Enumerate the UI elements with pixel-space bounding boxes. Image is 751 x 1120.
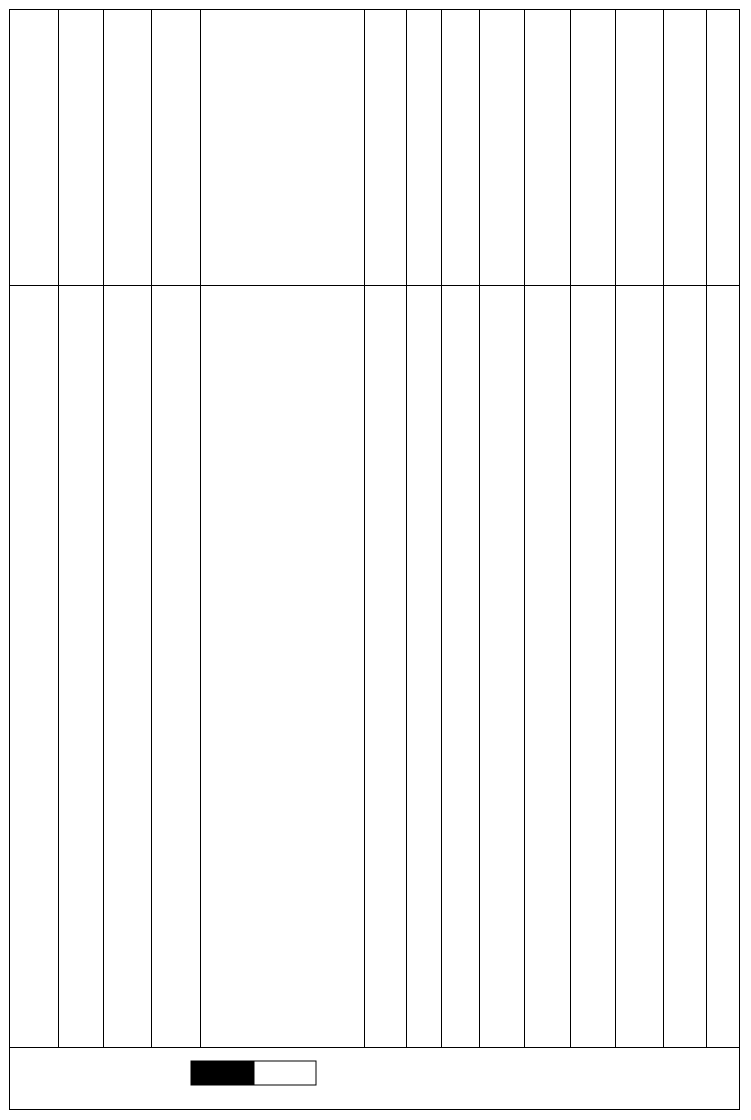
scale-bar-empty bbox=[254, 1061, 316, 1085]
scale-bar bbox=[191, 1061, 316, 1085]
outer-frame bbox=[10, 10, 740, 1110]
table-grid bbox=[10, 10, 740, 1110]
scale-bar-filled bbox=[191, 1061, 254, 1085]
